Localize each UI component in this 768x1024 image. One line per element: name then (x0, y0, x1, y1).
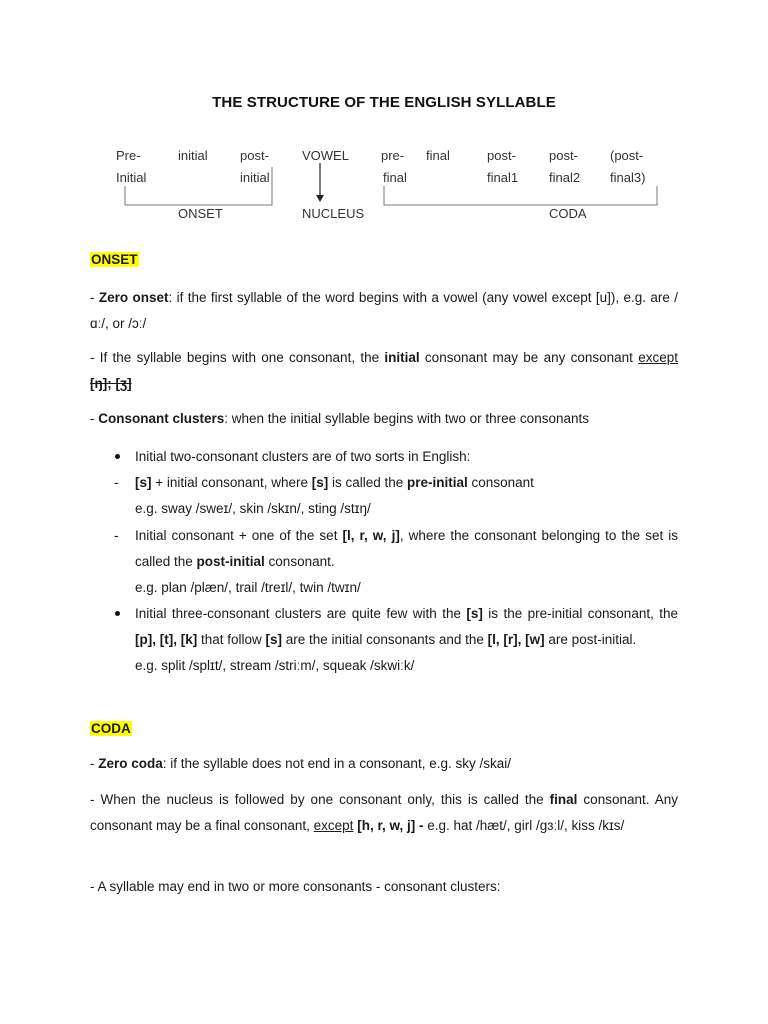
bullet-icon (115, 611, 120, 616)
label-initial: initial (178, 148, 208, 163)
two-consonant-intro: Initial two-consonant clusters are of two sorts in English: (135, 449, 471, 464)
bullet-icon (115, 454, 120, 459)
label-post-final1-1: post- (487, 148, 516, 163)
three-consonant-example: e.g. split /splɪt/, stream /striːm/, squeak /skwiːk/ (135, 658, 415, 673)
label-post-final2-1: post- (549, 148, 578, 163)
dash-marker: - (114, 475, 119, 490)
consonant-clusters-paragraph: - Consonant clusters: when the initial syllable begins with two or three consonants (90, 411, 589, 426)
diagram-lines (0, 0, 768, 240)
except-label: except (638, 350, 678, 365)
label-pre-initial-1: Pre- (116, 148, 141, 163)
label-final: final (426, 148, 450, 163)
label-post-final1-2: final1 (487, 170, 519, 185)
coda-clusters-paragraph: - A syllable may end in two or more consonants - consonant clusters: (90, 879, 501, 894)
three-consonant-item: Initial three-consonant clusters are quite few with the [s] is the pre-initial consonant, the [p], [t], [k] that follow [s] are the initial consonants and the [l, [r], [w] are post-initial. e.g. split /splɪt/, stream /striːm/, squeak /skwiːk/ (135, 606, 679, 673)
label-pre-initial-2: Initial (116, 170, 147, 185)
nucleus-arrowhead (316, 195, 324, 202)
zero-onset-paragraph: - Zero onset: if the first syllable of the word begins with a vowel (any vowel except [u]), e.g. are /ɑː/, or /ɔː/ (90, 290, 678, 331)
label-nucleus: NUCLEUS (302, 206, 365, 221)
zero-coda-paragraph: - Zero coda: if the syllable does not end in a consonant, e.g. sky /skai/ (90, 756, 511, 771)
post-initial-item: Initial consonant + one of the set [l, r, w, j], where the consonant belonging to the set is called the post-initial consonant. e.g. plan /plæn/, trail /treɪl/, twin /twɪn/ (135, 528, 678, 595)
post-initial-example: e.g. plan /plæn/, trail /treɪl/, twin /twɪn/ (135, 580, 361, 595)
label-vowel: VOWEL (302, 148, 349, 163)
label-coda: CODA (549, 206, 587, 221)
label-pre-final-1: pre- (381, 148, 405, 163)
label-post-initial-1: post- (240, 148, 269, 163)
s-initial-example: e.g. sway /sweɪ/, skin /skɪn/, sting /stɪŋ/ (135, 501, 371, 516)
label-post-initial-2: initial (240, 170, 270, 185)
label-pre-final-2: final (383, 170, 407, 185)
page-title: THE STRUCTURE OF THE ENGLISH SYLLABLE (212, 94, 556, 111)
coda-except-label: except (313, 818, 354, 833)
label-post-final3-2: final3) (610, 170, 646, 185)
label-post-final2-2: final2 (549, 170, 581, 185)
label-post-final3-1: (post- (610, 148, 644, 163)
label-onset: ONSET (178, 206, 223, 221)
dash-marker: - (114, 528, 119, 543)
onset-heading: ONSET (91, 252, 138, 267)
initial-consonant-paragraph: - If the syllable begins with one consonant, the initial consonant may be any consonant except [ŋ]; [ʒ] (90, 350, 678, 391)
except-items: [ŋ]; [ʒ] (90, 376, 132, 391)
final-consonant-paragraph: - When the nucleus is followed by one consonant only, this is called the final consonant. Any consonant may be a final consonant, except [h, r, w, j] - e.g. hat /hæt/, girl /gɜːl/, kiss /kɪs/ (90, 792, 678, 833)
coda-heading: CODA (91, 721, 131, 736)
s-initial-item: [s] + initial consonant, where [s] is called the pre-initial consonant e.g. sway /sweɪ/, skin /skɪn/, sting /stɪŋ/ (135, 475, 534, 516)
